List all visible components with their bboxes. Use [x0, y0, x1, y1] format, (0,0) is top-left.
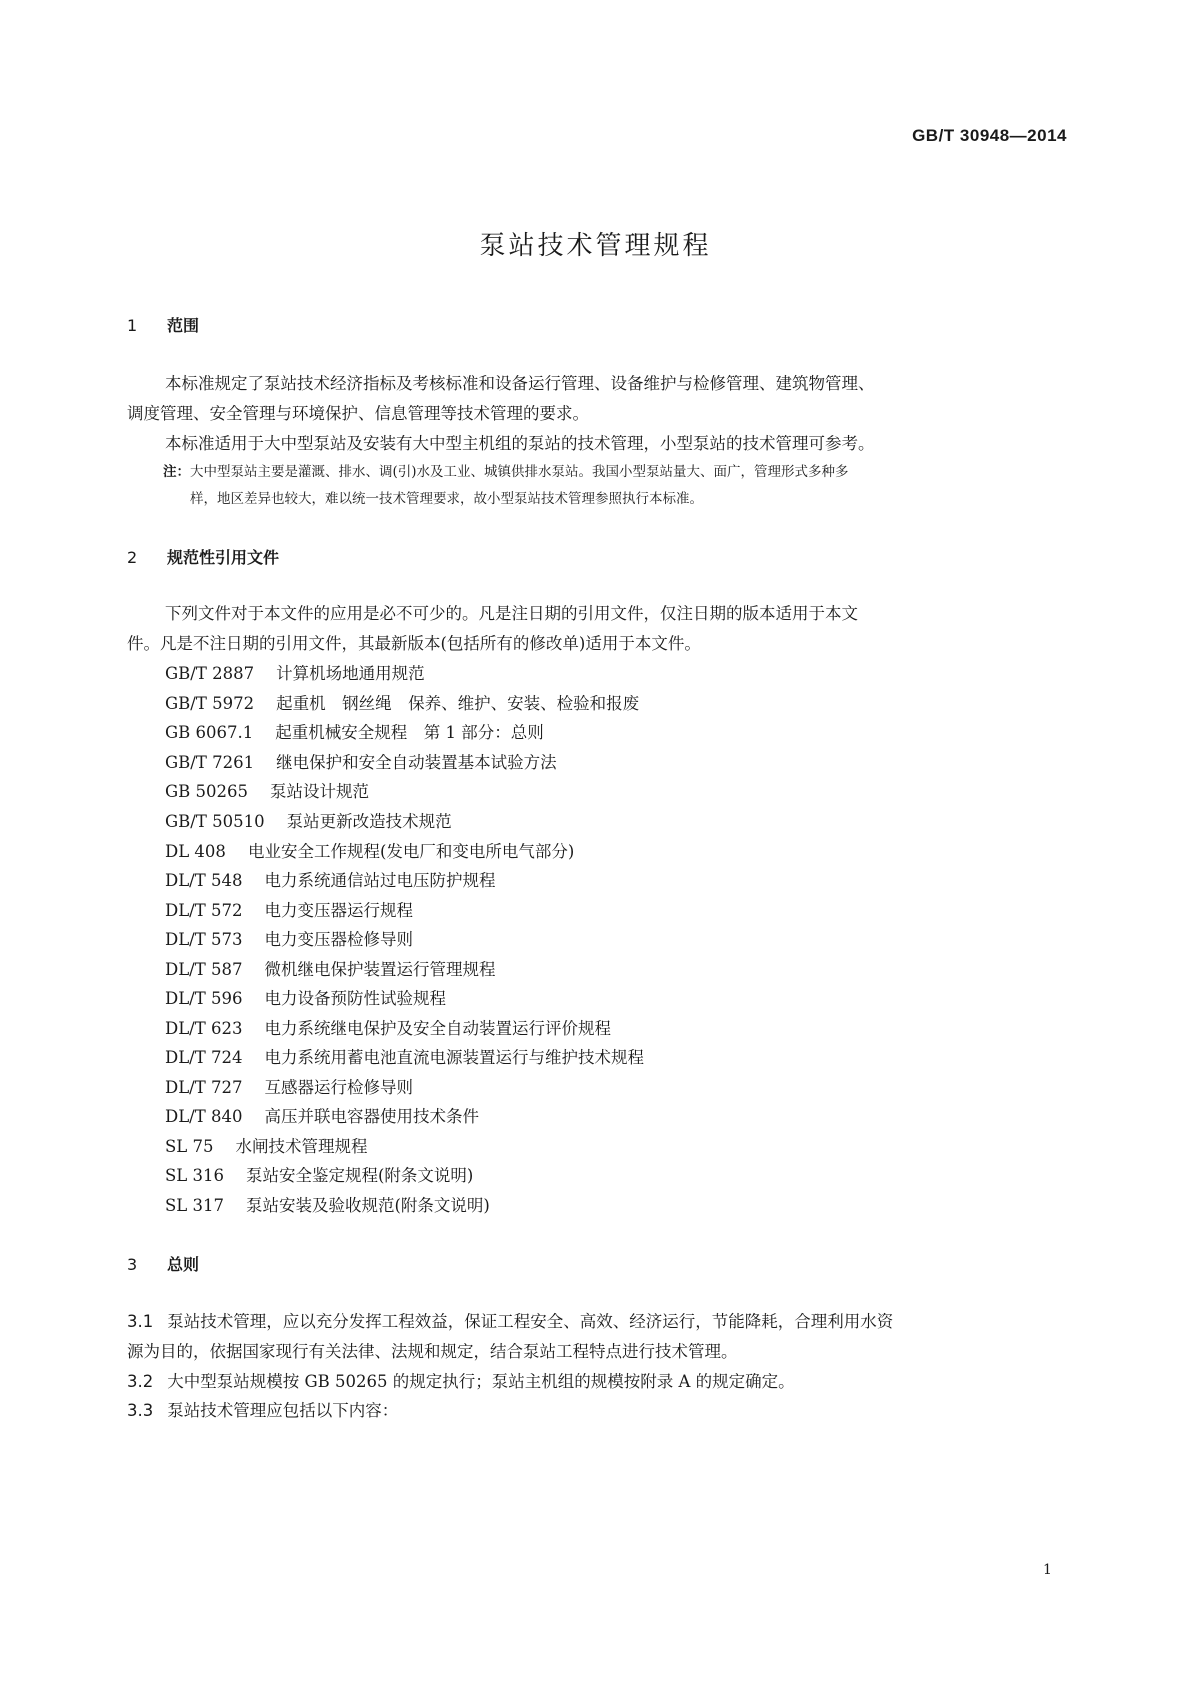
reference-code: DL/T 587: [165, 960, 243, 979]
reference-code: SL 317: [165, 1196, 224, 1215]
section-number: 1: [127, 316, 138, 335]
reference-code: GB 50265: [165, 782, 249, 801]
standard-code: GB/T 30948—2014: [912, 126, 1067, 145]
reference-item: [165, 808, 452, 832]
reference-item: [165, 1015, 611, 1039]
reference-code: DL/T 548: [165, 871, 243, 890]
references-intro-line: 件。凡是不注日期的引用文件，其最新版本(包括所有的修改单)适用于本文件。: [127, 634, 701, 653]
section-1-heading: [127, 313, 199, 336]
note-text: 大中型泵站主要是灌溉、排水、调(引)水及工业、城镇供排水泵站。我国小型泵站量大、面广，管理形式多种多: [190, 464, 849, 480]
reference-item: [165, 660, 425, 684]
reference-title: 电力变压器运行规程: [264, 901, 413, 920]
clause-number: 3.3: [127, 1401, 154, 1420]
reference-code: GB 6067.1: [165, 723, 254, 742]
reference-code: SL 316: [165, 1166, 224, 1185]
note-label: 注：: [163, 464, 190, 480]
clause-number: 3.1: [127, 1312, 154, 1331]
reference-item: [165, 749, 557, 773]
clause-3-1: [127, 1308, 893, 1332]
page-number: 1: [1043, 1562, 1052, 1578]
reference-title: 继电保护和安全自动装置基本试验方法: [276, 753, 557, 772]
reference-title: 电力设备预防性试验规程: [264, 989, 446, 1008]
reference-title: 泵站设计规范: [270, 782, 370, 801]
reference-code: DL 408: [165, 842, 226, 861]
reference-item: [165, 719, 544, 743]
reference-title: 泵站更新改造技术规范: [286, 812, 452, 831]
section-2-heading: [127, 545, 279, 568]
clause-3-2: [127, 1368, 795, 1392]
reference-title: 高压并联电容器使用技术条件: [264, 1107, 479, 1126]
reference-code: DL/T 573: [165, 930, 243, 949]
reference-item: [165, 926, 413, 950]
scope-paragraph-line: 调度管理、安全管理与环境保护、信息管理等技术管理的要求。: [127, 404, 589, 423]
reference-item: [165, 778, 369, 802]
reference-item: [165, 985, 446, 1009]
reference-item: [165, 838, 574, 862]
reference-item: [165, 1192, 490, 1216]
clause-text: 大中型泵站规模按 GB 50265 的规定执行；泵站主机组的规模按附录 A 的规定确定。: [167, 1372, 795, 1391]
reference-title: 泵站安装及验收规范(附条文说明): [246, 1196, 490, 1215]
reference-code: DL/T 727: [165, 1078, 243, 1097]
reference-item: [165, 1074, 413, 1098]
reference-code: DL/T 596: [165, 989, 243, 1008]
section-3-heading: [127, 1252, 199, 1275]
reference-item: [165, 690, 639, 714]
reference-item: [165, 1044, 644, 1068]
note-line: [163, 460, 849, 480]
reference-title: 电力系统通信站过电压防护规程: [264, 871, 496, 890]
reference-code: DL/T 572: [165, 901, 243, 920]
reference-title: 起重机械安全规程 第 1 部分：总则: [275, 723, 544, 742]
reference-code: DL/T 840: [165, 1107, 243, 1126]
section-title: 范围: [167, 316, 200, 335]
reference-item: [165, 1133, 368, 1157]
clause-3-3: [127, 1397, 398, 1421]
reference-title: 起重机 钢丝绳 保养、维护、安装、检验和报废: [276, 694, 640, 713]
references-intro-line: 下列文件对于本文件的应用是必不可少的。凡是注日期的引用文件，仅注日期的版本适用于本文: [165, 604, 858, 623]
reference-code: GB/T 5972: [165, 694, 255, 713]
document-title: 泵站技术管理规程: [479, 231, 712, 261]
clause-number: 3.2: [127, 1372, 154, 1391]
reference-item: [165, 897, 413, 921]
reference-title: 电业安全工作规程(发电厂和变电所电气部分): [247, 842, 575, 861]
reference-title: 电力变压器检修导则: [264, 930, 413, 949]
applicability-paragraph: 本标准适用于大中型泵站及安装有大中型主机组的泵站的技术管理，小型泵站的技术管理可参考。: [165, 434, 875, 453]
note-line: 样，地区差异也较大，难以统一技术管理要求，故小型泵站技术管理参照执行本标准。: [190, 491, 703, 507]
reference-title: 水闸技术管理规程: [235, 1137, 368, 1156]
reference-code: GB/T 7261: [165, 753, 255, 772]
reference-item: [165, 1103, 479, 1127]
reference-title: 泵站安全鉴定规程(附条文说明): [246, 1166, 474, 1185]
section-number: 2: [127, 548, 138, 567]
section-title: 总则: [167, 1255, 200, 1274]
clause-text: 泵站技术管理应包括以下内容：: [167, 1401, 399, 1420]
reference-title: 电力系统用蓄电池直流电源装置运行与维护技术规程: [264, 1048, 644, 1067]
scope-paragraph-line: 本标准规定了泵站技术经济指标及考核标准和设备运行管理、设备维护与检修管理、建筑物管理、: [165, 374, 875, 393]
reference-title: 互感器运行检修导则: [264, 1078, 413, 1097]
clause-3-1-continuation: 源为目的，依据国家现行有关法律、法规和规定，结合泵站工程特点进行技术管理。: [127, 1342, 738, 1361]
section-number: 3: [127, 1255, 138, 1274]
clause-text: 泵站技术管理，应以充分发挥工程效益，保证工程安全、高效、经济运行，节能降耗，合理利用水资: [167, 1312, 894, 1331]
reference-item: [165, 956, 496, 980]
reference-code: GB/T 2887: [165, 664, 255, 683]
reference-title: 电力系统继电保护及安全自动装置运行评价规程: [264, 1019, 611, 1038]
reference-code: SL 75: [165, 1137, 214, 1156]
reference-code: DL/T 623: [165, 1019, 243, 1038]
reference-title: 微机继电保护装置运行管理规程: [264, 960, 496, 979]
reference-item: [165, 1162, 473, 1186]
section-title: 规范性引用文件: [167, 548, 280, 567]
reference-code: DL/T 724: [165, 1048, 243, 1067]
reference-code: GB/T 50510: [165, 812, 265, 831]
reference-title: 计算机场地通用规范: [276, 664, 425, 683]
reference-item: [165, 867, 496, 891]
